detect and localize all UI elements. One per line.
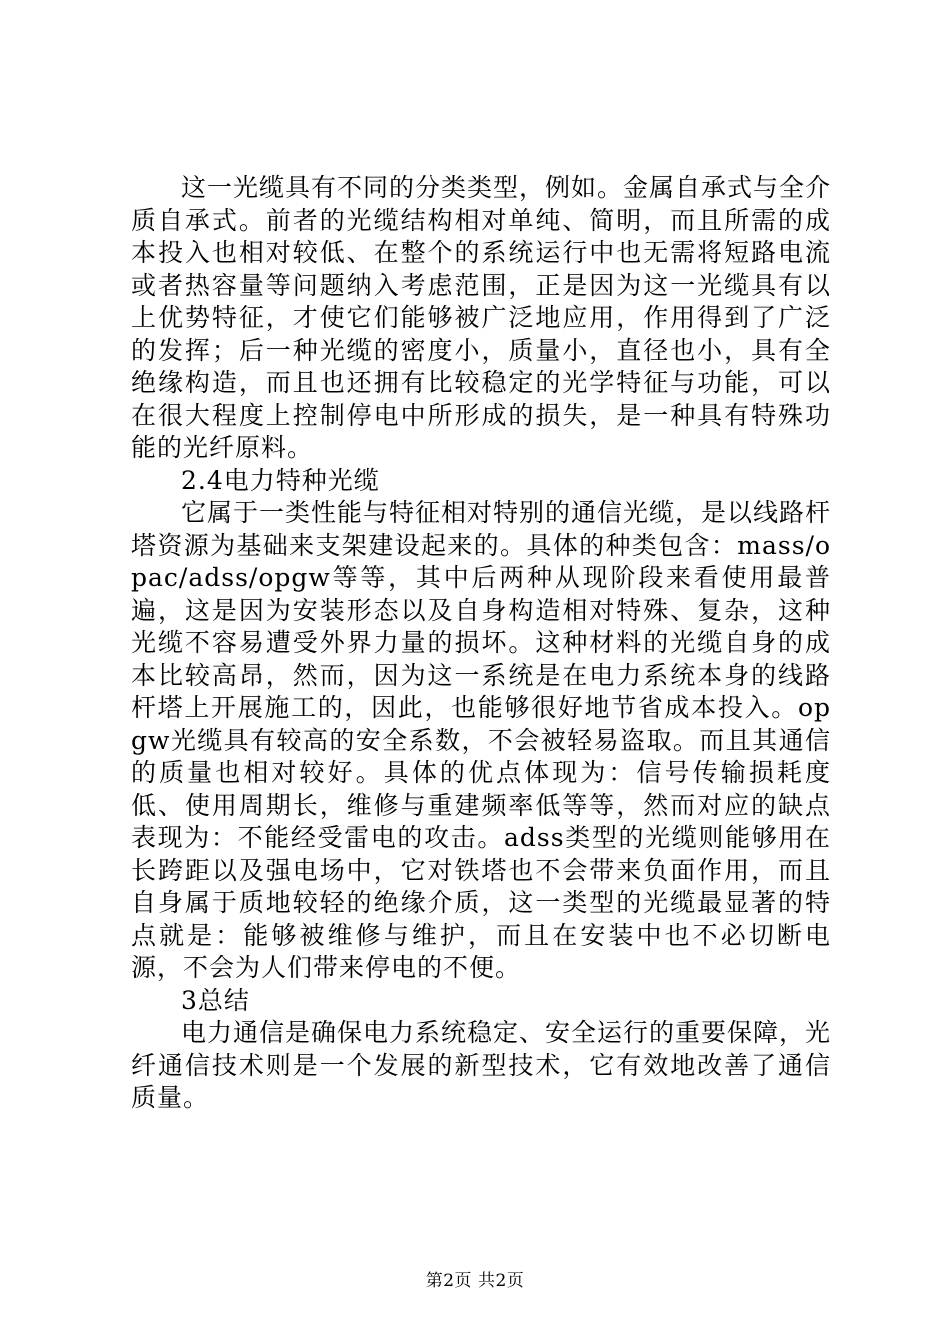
paragraph-special-optical-cable: 它属于一类性能与特征相对特别的通信光缆，是以线路杆塔资源为基础来支架建设起来的。具体的种类包含：mass/opac/adss/opgw等等，其中后两种从现阶段来看使用最普遍，这是因为安装形态以及自身构造相对特殊、复杂，这种光缆不容易遭受外界力量的损坏。这种材料的光缆自身的成本比较高昂，然而，因为这一系统是在电力系统本身的线路杆塔上开展施工的，因此，也能够很好地节省成本投入。opgw光缆具有较高的安全系数，不会被轻易盗取。而且其通信的质量也相对较好。具体的优点体现为：信号传输损耗度低、使用周期长，维修与重建频率低等等，然而对应的缺点表现为：不能经受雷电的攻击。adss类型的光缆则能够用在长跨距以及强电场中，它对铁塔也不会带来负面作用，而且自身属于质地较轻的绝缘介质，这一类型的光缆最显著的特点就是：能够被维修与维护，而且在安装中也不必切断电源，不会为人们带来停电的不便。 bbox=[131, 498, 832, 982]
paragraph-optical-cable-types: 这一光缆具有不同的分类类型，例如。金属自承式与全介质自承式。前者的光缆结构相对单纯、简明，而且所需的成本投入也相对较低、在整个的系统运行中也无需将短路电流或者热容量等问题纳入考虑范围，正是因为这一光缆具有以上优势特征，才使它们能够被广泛地应用，作用得到了广泛的发挥；后一种光缆的密度小，质量小，直径也小，具有全绝缘构造，而且也还拥有比较稳定的光学特征与功能，可以在很大程度上控制停电中所形成的损失，是一种具有特殊功能的光纤原料。 bbox=[131, 173, 832, 462]
paragraph-summary: 电力通信是确保电力系统稳定、安全运行的重要保障，光纤通信技术则是一个发展的新型技术，它有效地改善了通信质量。 bbox=[131, 1018, 832, 1112]
document-body bbox=[131, 172, 831, 1115]
section-heading-2-4: 2.4电力特种光缆 bbox=[181, 465, 380, 495]
page-number-footer: 第2页 共2页 bbox=[425, 1271, 525, 1291]
section-heading-3: 3总结 bbox=[181, 985, 250, 1015]
